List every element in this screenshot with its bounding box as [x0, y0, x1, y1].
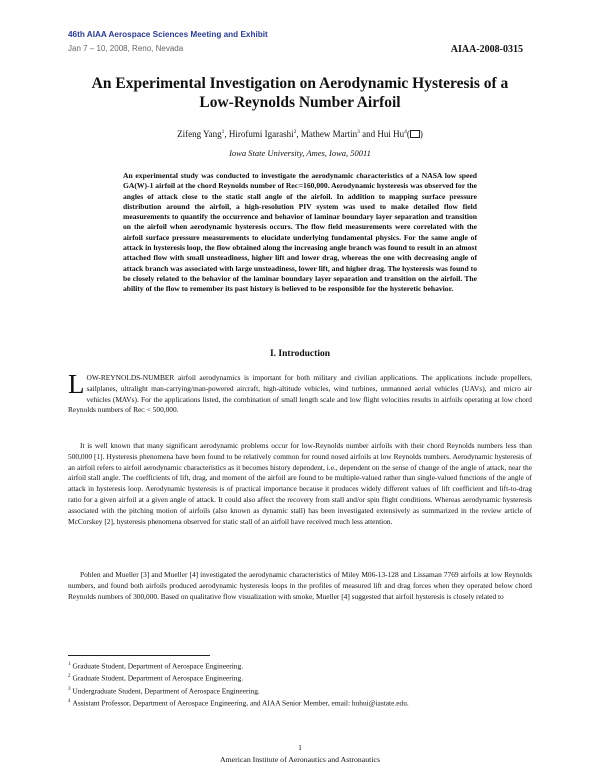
- drop-cap: L: [68, 369, 85, 399]
- author-name: Hirofumi Igarashi: [228, 129, 294, 139]
- author-name: Hui Hu: [377, 129, 405, 139]
- conference-name: 46th AIAA Aerospace Sciences Meeting and Exhibit: [68, 30, 268, 39]
- author-name: Zifeng Yang: [177, 129, 222, 139]
- page-footer: American Institute of Aeronautics and Astronautics: [219, 755, 380, 764]
- footnote: $^1$ Graduate Student, Department of Aerospace Engineering.: [68, 661, 244, 671]
- author-name: Mathew Martin: [300, 129, 358, 139]
- footnotes: [68, 659, 532, 709]
- abstract: An experimental study was conducted to investigate the aerodynamic characteristics of a NASA low speed GA(W)-1 airfoil at the chord Reynolds number of Reᴄ=160,000. Aerodynamic hysteresis was observed for the angles of attack close to the static stall angle of the airfoil. In addition to mapping surface pressure distribution around the airfoil, a high-resolution PIV system was used to make detailed flow field measurements to quantify the occurrence and behavior of laminar boundary layer separation and transition on the airfoil when aerodynamic hysteresis occurs. The flow field measurements were correlated with the airfoil surface pressure measurements to elucidate underlying fundamental physics. For the same angle of attack in hysteresis loop, the flow obtained along the increasing angle branch was found to result in an almost attached flow with small unsteadiness, higher lift and lower drag, whereas the one with decreasing angle of attack branch was associated with large unsteadiness, lower lift, and higher drag. The hysteresis was found to be closely related to the behavior of the laminar boundary layer separation and transition on the airfoil. The ability of the flow to remember its past history is believed to be responsible for the hysteretic behavior.: [123, 171, 477, 294]
- affiliation: Iowa State University, Ames, Iowa, 50011: [229, 148, 371, 158]
- author-mark: 1: [221, 129, 225, 135]
- author-mark: 2: [293, 129, 297, 135]
- footnote: $^4$ Assistant Professor, Department of Aerospace Engineering, and AIAA Senior Member, email: huhui@iastate.edu.: [68, 698, 409, 708]
- paper-title: [60, 74, 540, 112]
- author-list: Zifeng Yang$^1$, Hirofumi Igarashi$^2$, Mathew Martin$^3$ and Hui Hu$^4$( ): [177, 129, 423, 139]
- author-mark: 4: [404, 129, 407, 135]
- section-heading: I. Introduction: [269, 349, 330, 359]
- conference-dates-location: Jan 7 – 10, 2008, Reno, Nevada: [68, 44, 184, 53]
- intro-paragraph-2: [68, 441, 532, 527]
- title-line-2: Low-Reynolds Number Airfoil: [199, 94, 401, 111]
- page-number: 1: [298, 743, 302, 752]
- paragraph-text: It is well known that many significant aerodynamic problems occur for low-Reynolds number airfoils with their chord Reynolds numbers less than 500,000 [1]. Hysteresis phenomena have been found to be relatively common for round nosed airfoils at low Reynolds numbers. Aerodynamic hysteresis of an airfoil refers to airfoil aerodynamic characteristics as it becomes history dependent, i.e., dependent on the sense of change of the angle of attack, near the airfoil stall angle. The coefficients of lift, drag, and moment of the airfoil are found to be multiple-valued rather than single-valued functions of the angle of attack in hysteresis loop. Aerodynamic hysteresis is of practical importance because it produces widely different values of lift coefficient and lift-to-drag ratio for a given airfoil at a given angle of attack. It could also affect the recovery from stall and/or spin flight conditions. Whereas aerodynamic hysteresis associated with the pitching motion of airfoils (also known as dynamic stall) has been investigated extensively as summarized in the review article of McCorskey [2], hysteresis phenomena observed for static stall of an airfoil have received much less attention.: [68, 441, 532, 526]
- footnote: $^3$ Undergraduate Student, Department of Aerospace Engineering.: [68, 686, 260, 696]
- email-icon: [410, 130, 420, 138]
- paragraph-text: OW-REYNOLDS-NUMBER airfoil aerodynamics is important for both military and civilian applications. The applications include propellers, sailplanes, ultralight man-carrying/man-powered aircraft, high-altitude vehicles, wind turbines, unmanned aerial vehicles (UAVs), and micro air vehicles (MAVs). For the applications listed, the combination of small length scale and low flight velocities results in airfoils operating at low chord Reynolds numbers of Reᴄ < 500,000.: [68, 373, 532, 415]
- paragraph-text: Pohlen and Mueller [3] and Mueller [4] investigated the aerodynamic characteristics of Miley M06-13-128 and Lissaman 7769 airfoils at low Reynolds numbers, and found both airfoils produced aerodynamic hysteresis loops in the profiles of measured lift and drag forces when they operated below chord Reynolds numbers of 300,000. Based on qualitative flow visualization with smoke, Mueller [4] suggested that airfoil hysteresis is closely related to: [68, 570, 532, 601]
- intro-paragraph-1: [68, 369, 532, 416]
- footnote-separator: [68, 655, 210, 656]
- title-line-1: An Experimental Investigation on Aerodynamic Hysteresis of a: [91, 75, 509, 92]
- author-mark: 3: [357, 129, 360, 135]
- footnote: $^2$ Graduate Student, Department of Aerospace Engineering.: [68, 673, 244, 683]
- intro-paragraph-3: [68, 570, 532, 602]
- paper-id: AIAA-2008-0315: [450, 44, 523, 55]
